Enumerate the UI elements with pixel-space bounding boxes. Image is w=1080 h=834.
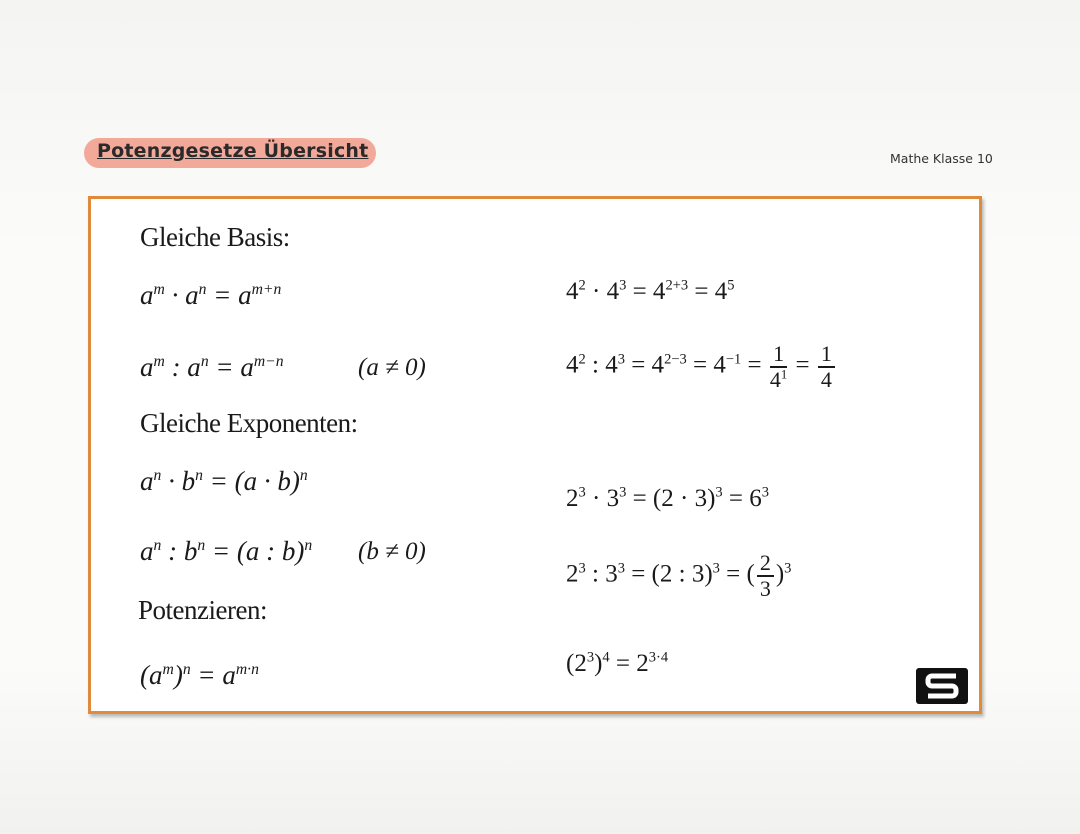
formula-divide-same-exponent: $a^n$ : $b^n = (a$ : b)$^n$ xyxy=(140,536,313,566)
section-heading-potenzieren: Potenzieren: xyxy=(138,595,267,625)
page-title: Potenzgesetze Übersicht xyxy=(97,140,369,162)
example-divide-same-exponent: $2^3$ : $3^3 = (2$ : 3)$^3$ = ( $\frac{2}{3}$ )$^3$ xyxy=(566,550,792,601)
formula-divide-same-base: $a^m$ : $a^n = a^{m-n}$ xyxy=(140,352,284,382)
subject-label: Mathe Klasse 10 xyxy=(890,151,993,166)
example-power-of-power: $(2^3)^4 = 2^{3\cdot 4}$ xyxy=(566,649,669,677)
section-heading-gleiche-basis: Gleiche Basis: xyxy=(140,222,290,252)
fraction-one-over-four-power: $\frac{1}{4^1}$ xyxy=(769,341,788,392)
section-heading-gleiche-exponenten: Gleiche Exponenten: xyxy=(140,408,358,438)
formula-power-of-power: $(a^m)^n = a^{m\cdot n}$ xyxy=(140,660,259,690)
condition-a-nonzero: (a ≠ 0) xyxy=(358,354,426,381)
fraction-one-quarter: $\frac{1}{4}$ xyxy=(818,343,835,391)
example-multiply-same-base: $4^2 \cdot 4^3 = 4^{2+3} = 4^5$ xyxy=(566,277,735,305)
formula-multiply-same-base: $a^m \cdot a^n = a^{m+n}$ xyxy=(140,280,282,310)
example-divide-same-base: $4^2$ : $4^3 = 4^{2-3} = 4^{-1}$ = $\frac{1}{4^1}$ = $\frac{1}{4}$ xyxy=(566,343,837,391)
formula-multiply-same-exponent: $a^n \cdot b^n = (a \cdot b)^n$ xyxy=(140,466,308,496)
s-letter-icon xyxy=(916,668,968,704)
content-frame xyxy=(88,196,982,714)
brand-logo-icon xyxy=(916,668,968,704)
example-multiply-same-exponent: $2^3 \cdot 3^3 = (2 \cdot 3)^3 = 6^3$ xyxy=(566,484,770,512)
condition-b-nonzero: (b ≠ 0) xyxy=(358,538,426,565)
fraction-two-thirds: $\frac{2}{3}$ xyxy=(757,552,774,600)
